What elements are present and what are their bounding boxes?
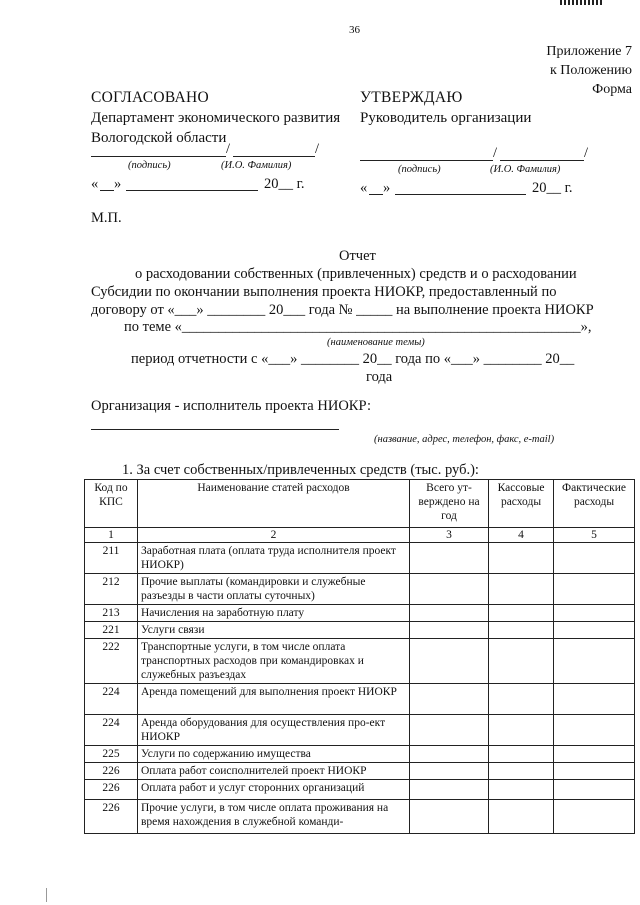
agreed-signature-caption: (подпись) [128, 160, 171, 171]
row-name: Начисления на заработную плату [138, 605, 410, 622]
scan-margin-mark [46, 888, 47, 902]
row-name: Услуги связи [138, 622, 410, 639]
approve-month-line[interactable] [395, 194, 526, 195]
page-number: 36 [349, 24, 360, 36]
cell-cash[interactable] [489, 763, 554, 780]
cell-approved[interactable] [410, 574, 489, 605]
scan-mark [560, 0, 604, 5]
row-name: Оплата работ соисполнителей проект НИОКР [138, 763, 410, 780]
row-code: 226 [85, 800, 138, 834]
cell-approved[interactable] [410, 622, 489, 639]
approve-title: УТВЕРЖДАЮ [360, 89, 463, 106]
row-code: 211 [85, 543, 138, 574]
row-name: Прочие услуги, в том числе оплата проживания на время нахождения в служебной команди- [138, 800, 410, 834]
agreed-date-close: » [114, 176, 122, 192]
row-code: 213 [85, 605, 138, 622]
expenses-table [84, 479, 635, 834]
approve-date-close: » [383, 180, 391, 196]
cell-actual[interactable] [554, 684, 635, 715]
agreed-name-line[interactable] [233, 156, 315, 157]
table-row [85, 543, 635, 574]
cell-actual[interactable] [554, 715, 635, 746]
cell-cash[interactable] [489, 605, 554, 622]
approve-signature-line[interactable] [360, 160, 493, 161]
cell-actual[interactable] [554, 780, 635, 800]
appendix-header [546, 42, 632, 99]
agreed-org-line2: Вологодской области [91, 130, 227, 146]
approve-year: 20__ г. [532, 180, 573, 196]
cell-approved[interactable] [410, 746, 489, 763]
table-row [85, 746, 635, 763]
header-cash: Кассовые расходы [489, 480, 554, 528]
header-actual: Фактические расходы [554, 480, 635, 528]
table-row [85, 780, 635, 800]
report-line6: года [366, 369, 393, 385]
cell-approved[interactable] [410, 684, 489, 715]
table-row [85, 684, 635, 715]
report-line2: Субсидии по окончании выполнения проекта НИОКР, предоставленный по [91, 284, 557, 300]
row-code: 221 [85, 622, 138, 639]
approve-name-line[interactable] [500, 160, 584, 161]
organization-input-line[interactable] [91, 429, 339, 430]
cell-approved[interactable] [410, 639, 489, 684]
cell-actual[interactable] [554, 605, 635, 622]
organization-caption: (название, адрес, телефон, факс, e-mail) [374, 434, 555, 445]
table-row [85, 715, 635, 746]
cell-cash[interactable] [489, 800, 554, 834]
row-name: Транспортные услуги, в том числе оплата транспортных расходов при командировках и служебных разъездах [138, 639, 410, 684]
row-name: Заработная плата (оплата труда исполнителя проект НИОКР) [138, 543, 410, 574]
organization-label: Организация - исполнитель проекта НИОКР: [91, 398, 372, 414]
row-name: Услуги по содержанию имущества [138, 746, 410, 763]
agreed-year: 20__ г. [264, 176, 305, 192]
approve-slash-1: / [493, 145, 498, 161]
cell-actual[interactable] [554, 800, 635, 834]
cell-actual[interactable] [554, 543, 635, 574]
report-line4: по теме «_______________________________________________________», [124, 319, 592, 335]
row-name: Оплата работ и услуг сторонних организаций [138, 780, 410, 800]
row-code: 226 [85, 780, 138, 800]
cell-approved[interactable] [410, 800, 489, 834]
appendix-line1: Приложение 7 [546, 44, 632, 59]
row-code: 222 [85, 639, 138, 684]
approve-signature-caption: (подпись) [398, 164, 441, 175]
cell-cash[interactable] [489, 715, 554, 746]
stamp-place: М.П. [91, 210, 122, 226]
approve-day-line[interactable] [369, 194, 383, 195]
table-row [85, 800, 635, 834]
agreed-month-line[interactable] [126, 190, 258, 191]
agreed-date-open: « [91, 176, 99, 192]
approve-name-caption: (И.О. Фамилия) [490, 164, 561, 175]
row-name: Аренда помещений для выполнения проект НИОКР [138, 684, 410, 715]
approve-date-open: « [360, 180, 368, 196]
section1-title: 1. За счет собственных/привлеченных средств (тыс. руб.): [122, 462, 479, 478]
report-line5: период отчетности с «___» ________ 20__ года по «___» ________ 20__ [131, 351, 575, 367]
cell-approved[interactable] [410, 715, 489, 746]
col-number: 4 [489, 528, 554, 543]
agreed-slash-2: / [315, 141, 320, 157]
header-approved: Всего ут-верждено на год [410, 480, 489, 528]
row-code: 225 [85, 746, 138, 763]
cell-actual[interactable] [554, 746, 635, 763]
report-line1: о расходовании собственных (привлеченных) средств и о расходовании [135, 266, 577, 282]
theme-caption: (наименование темы) [327, 337, 425, 348]
agreed-signature-line[interactable] [91, 156, 226, 157]
table-header-row [85, 480, 635, 528]
cell-cash[interactable] [489, 780, 554, 800]
header-name: Наименование статей расходов [138, 480, 410, 528]
table-row [85, 622, 635, 639]
row-name: Аренда оборудования для осуществления про-ект НИОКР [138, 715, 410, 746]
agreed-slash-1: / [226, 141, 231, 157]
cell-approved[interactable] [410, 780, 489, 800]
report-title: Отчет [339, 248, 376, 264]
row-name: Прочие выплаты (командировки и служебные разъезды в части оплаты суточных) [138, 574, 410, 605]
cell-actual[interactable] [554, 622, 635, 639]
cell-actual[interactable] [554, 574, 635, 605]
row-code: 224 [85, 684, 138, 715]
cell-approved[interactable] [410, 543, 489, 574]
approve-block [360, 88, 531, 128]
table-row [85, 574, 635, 605]
table-row [85, 639, 635, 684]
appendix-line2: к Положению [549, 63, 632, 78]
col-number: 1 [85, 528, 138, 543]
approve-org-line1: Руководитель организации [360, 110, 532, 126]
column-number-row [85, 528, 635, 543]
cell-actual[interactable] [554, 639, 635, 684]
agreed-title: СОГЛАСОВАНО [91, 89, 210, 106]
cell-cash[interactable] [489, 543, 554, 574]
agreed-org-line1: Департамент экономического развития [91, 110, 341, 126]
cell-cash[interactable] [489, 622, 554, 639]
cell-approved[interactable] [410, 605, 489, 622]
table-row [85, 763, 635, 780]
agreed-name-caption: (И.О. Фамилия) [221, 160, 292, 171]
cell-approved[interactable] [410, 763, 489, 780]
cell-cash[interactable] [489, 684, 554, 715]
cell-cash[interactable] [489, 639, 554, 684]
cell-cash[interactable] [489, 574, 554, 605]
agreed-day-line[interactable] [100, 190, 114, 191]
table-row [85, 605, 635, 622]
header-code: Код по КПС [85, 480, 138, 528]
report-line3: договору от «___» ________ 20___ года № _____ на выполнение проекта НИОКР [91, 302, 594, 318]
col-number: 3 [410, 528, 489, 543]
row-code: 212 [85, 574, 138, 605]
row-code: 224 [85, 715, 138, 746]
cell-cash[interactable] [489, 746, 554, 763]
col-number: 2 [138, 528, 410, 543]
approve-slash-2: / [584, 145, 589, 161]
agreed-block [91, 88, 340, 148]
appendix-line3: Форма [592, 82, 632, 97]
row-code: 226 [85, 763, 138, 780]
cell-actual[interactable] [554, 763, 635, 780]
col-number: 5 [554, 528, 635, 543]
